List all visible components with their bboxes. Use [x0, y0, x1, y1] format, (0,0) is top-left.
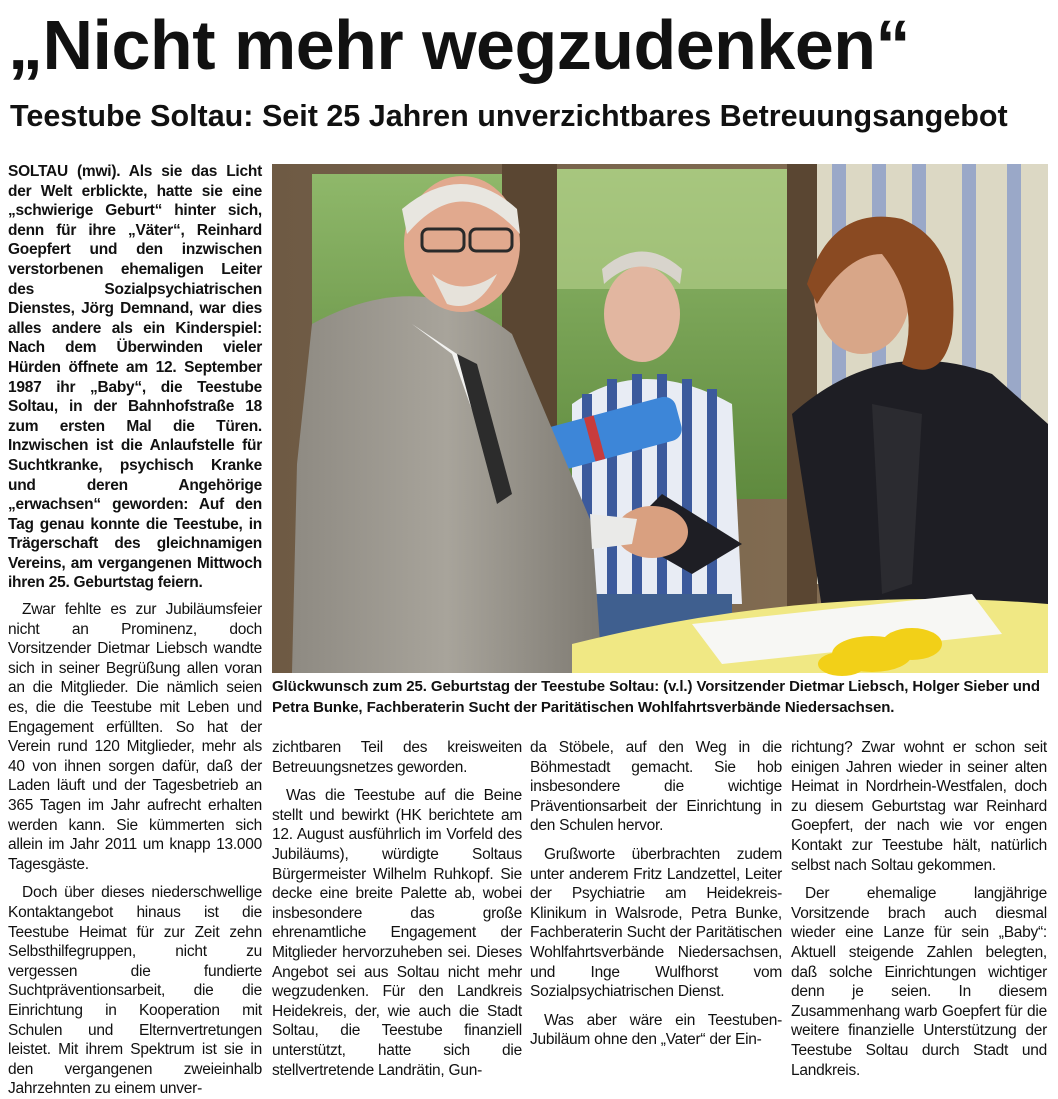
body-paragraph: Der ehemalige langjährige Vorsitzende brach auch diesmal wieder eine Lanze für sein „Baby“: Aktuell steigende Zahlen belegten, daß solche Einrichtungen wichtiger denn je seien. In diesem Zusammenhang warb Goepfert für die weitere finanzielle Unterstützung der Teestube Soltau durch Stadt und Landkreis.	[791, 885, 1047, 1079]
column-2	[272, 738, 522, 1078]
body-paragraph: Was aber wäre ein Teestuben-Jubiläum ohne den „Vater“ der Ein-	[530, 1011, 782, 1049]
column-4	[791, 738, 1047, 1078]
subheadline: Teestube Soltau: Seit 25 Jahren unverzichtbares Betreuungsangebot	[10, 99, 1008, 133]
body-paragraph: Grußworte überbrachten zudem unter anderem Fritz Landzettel, Leiter der Psychiatrie am Heidekreis-Klinikum in Walsrode, Petra Bunke, Fachberaterin Sucht der Paritätischen Wohlfahrtsverbände Niedersachsen, und Inge Wulfhorst vom Sozialpsychiatrischen Dienst.	[530, 845, 782, 1001]
body-paragraph: Doch über dieses niederschwellige Kontaktangebot hinaus ist die Teestube Heimat für zur Zeit zehn Selbsthilfegruppen, nicht zu vergessen die fundierte Suchtpräventionsarbeit, die die Einrichtung in Kooperation mit Schulen und Elternvertretungen leistet. Mit ihrem Spektrum ist sie in den vergangenen zweieinhalb Jahrzehnten zu einem unver-	[8, 884, 262, 1098]
body-paragraph: zichtbaren Teil des kreisweiten Betreuungsnetzes geworden.	[272, 739, 522, 776]
article-photo	[272, 164, 1048, 673]
lead-paragraph: SOLTAU (mwi). Als sie das Licht der Welt erblickte, hatte sie eine „schwierige Geburt“ hinter sich, denn für ihre „Väter“, Reinhard Goepfert und den inzwischen verstorbenen ehemaligen Leiter des Sozialpsychiatrischen Dienstes, Jörg Demnand, war dies alles andere als ein Kinderspiel: Nach dem Überwinden vieler Hürden öffnete am 12. September 1987 ihr „Baby“, die Teestube Soltau, in der Bahnhofstraße 18 zum ersten Mal die Türen. Inzwischen ist die Anlaufstelle für Suchtkranke, psychisch Kranke und deren Angehörige „erwachsen“ geworden: Auf den Tag genau konnte die Teestube, in Trägerschaft des gleichnamigen Vereins, am vergangenen Mittwoch ihren 25. Geburtstag feiern.	[8, 163, 262, 592]
photo-caption: Glückwunsch zum 25. Geburtstag der Teestube Soltau: (v.l.) Vorsitzender Dietmar Liebsch, Holger Sieber und Petra Bunke, Fachberaterin Sucht der Paritätischen Wohlfahrtsverbände Niedersachsen.	[272, 678, 1040, 716]
body-paragraph: da Stöbele, auf den Weg in die Böhmestadt gemacht. Sie hob insbesondere die wichtige Präventionsarbeit der Einrichtung in den Schulen hervor.	[530, 739, 782, 835]
column-3	[530, 738, 782, 1078]
headline: „Nicht mehr wegzudenken“	[8, 6, 911, 84]
body-paragraph: richtung? Zwar wohnt er schon seit einigen Jahren wieder in seiner alten Heimat in Nordrhein-Westfalen, doch zu diesem Geburtstag war Reinhard Goepfert, der nach wie vor engen Kontakt zur Teestube hält, natürlich selbst nach Soltau gekommen.	[791, 739, 1047, 874]
body-paragraph: Zwar fehlte es zur Jubiläumsfeier nicht an Prominenz, doch Vorsitzender Dietmar Liebsch wandte sich in seiner Begrüßung allen voran an die Mitglieder. Die nämlich seien es, die die Teestube mit Leben und Engagement erfüllten. So hat der Verein rund 120 Mitglieder, mehr als 40 von ihnen sorgen dafür, daß der Laden läuft und der Tagesbetrieb an 365 Tagen im Jahr aufrecht erhalten werden kann. Sie kümmerten sich allein im Jahr 2011 um knapp 13.000 Tagesgäste.	[8, 601, 262, 873]
body-paragraph: Was die Teestube auf die Beine stellt und bewirkt (HK berichtete am 12. August ausführlich im Vorfeld des Jubiläums), würdigte Soltaus Bürgermeister Wilhelm Ruhkopf. Sie decke eine breite Palette ab, wobei insbesondere das große ehrenamtliche Engagement der Mitglieder hervorzuheben sei. Dieses Angebot sei aus Soltau nicht mehr wegzudenken. Für den Landkreis Heidekreis, der, wie auch die Stadt Soltau, die Teestube finanziell unterstützt, hatte sich die stellvertretende Landrätin, Gun-	[272, 787, 522, 1079]
column-1	[8, 162, 262, 1098]
